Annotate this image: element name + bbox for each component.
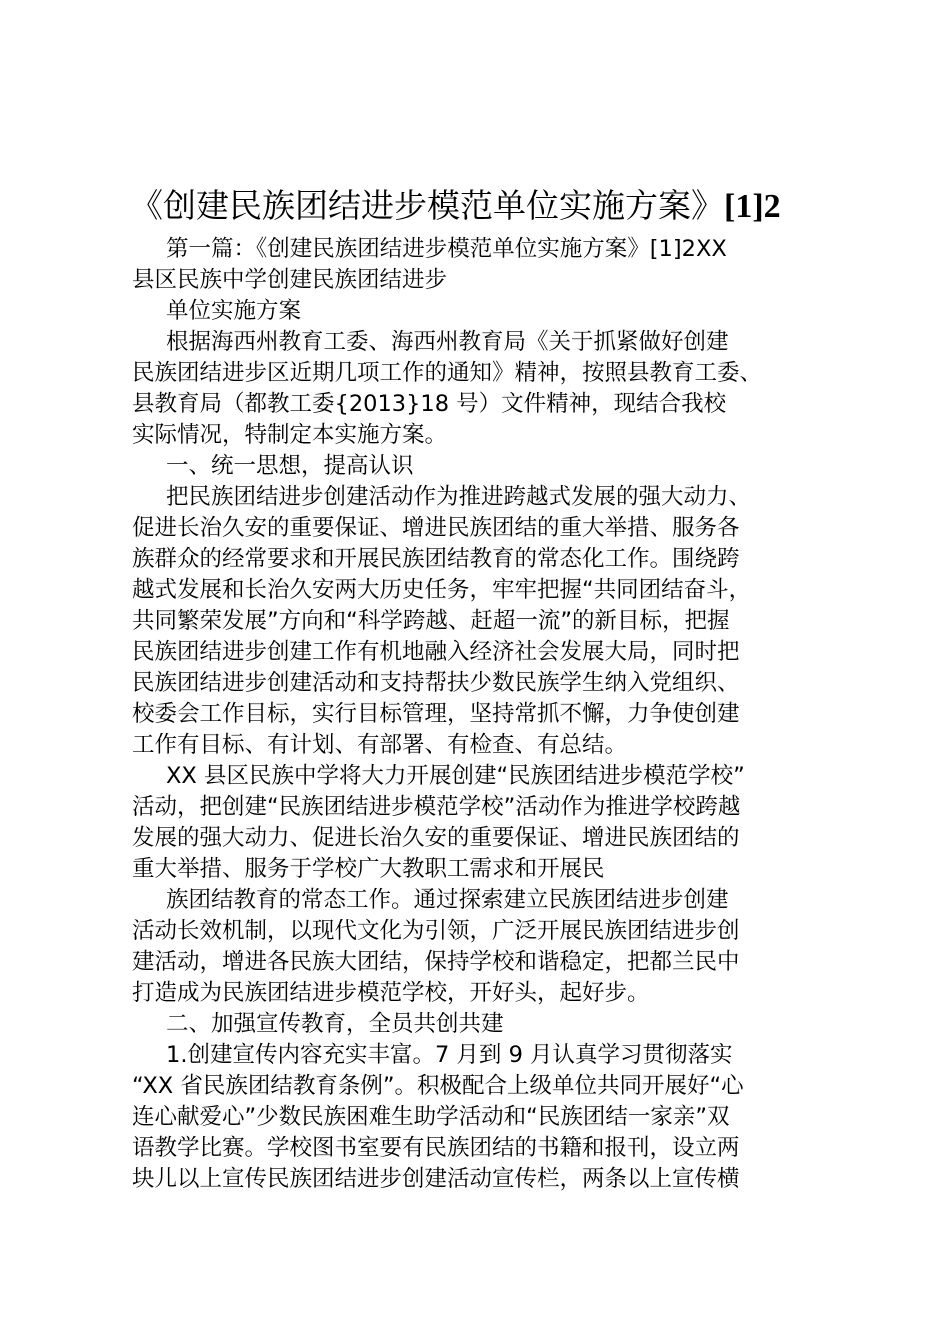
body-line: 民族团结进步区近期几项工作的通知》精神，按照县教育工委、 <box>132 360 763 386</box>
body-line: 族团结教育的常态工作。通过探索建立民族团结进步创建 <box>166 887 729 913</box>
body-line: 民族团结进步创建活动和支持帮扶少数民族学生纳入党组织、 <box>132 670 740 696</box>
body-line: 连心献爱心”少数民族困难生助学活动和“民族团结一家亲”双 <box>132 1104 730 1130</box>
body-line: 建活动，增进各民族大团结，保持学校和谐稳定，把都兰民中 <box>132 949 740 975</box>
body-line: 第一篇：《创建民族团结进步模范单位实施方案》[1]2XX <box>166 236 727 262</box>
body-line: 县教育局（都教工委{2013}18 号）文件精神，现结合我校 <box>132 391 727 417</box>
body-line: XX 县区民族中学将大力开展创建“民族团结进步模范学校” <box>166 763 745 789</box>
body-line: 1.创建宣传内容充实丰富。7 月到 9 月认真学习贯彻落实 <box>166 1042 733 1068</box>
body-line: 实际情况，特制定本实施方案。 <box>132 422 448 448</box>
body-line: 一、统一思想，提高认识 <box>166 453 414 479</box>
body-line: 把民族团结进步创建活动作为推进跨越式发展的强大动力、 <box>166 484 752 510</box>
body-line: 民族团结进步创建工作有机地融入经济社会发展大局，同时把 <box>132 639 740 665</box>
body-line: 促进长治久安的重要保证、增进民族团结的重大举措、服务各 <box>132 515 740 541</box>
body-line: “XX 省民族团结教育条例”。积极配合上级单位共同开展好“心 <box>132 1073 744 1099</box>
body-line: 越式发展和长治久安两大历史任务，牢牢把握“共同团结奋斗， <box>132 577 752 603</box>
body-line: 共同繁荣发展”方向和“科学跨越、赶超一流”的新目标，把握 <box>132 608 730 634</box>
title-suffix: [1]2 <box>724 188 781 225</box>
body-line: 校委会工作目标，实行目标管理，坚持常抓不懈，力争使创建 <box>132 701 740 727</box>
body-line: 打造成为民族团结进步模范学校，开好头，起好步。 <box>132 980 650 1006</box>
body-line: 块儿以上宣传民族团结进步创建活动宣传栏，两条以上宣传横 <box>132 1166 740 1192</box>
body-line: 族群众的经常要求和开展民族团结教育的常态化工作。围绕跨 <box>132 546 740 572</box>
body-line: 语教学比赛。学校图书室要有民族团结的书籍和报刊，设立两 <box>132 1135 740 1161</box>
body-line: 活动，把创建“民族团结进步模范学校”活动作为推进学校跨越 <box>132 794 741 820</box>
body-line: 根据海西州教育工委、海西州教育局《关于抓紧做好创建 <box>166 329 729 355</box>
body-line: 工作有目标、有计划、有部署、有检查、有总结。 <box>132 732 628 758</box>
body-line: 二、加强宣传教育，全员共创共建 <box>166 1011 504 1037</box>
body-line: 重大举措、服务于学校广大教职工需求和开展民 <box>132 856 605 882</box>
document-body <box>132 234 832 1195</box>
body-line: 活动长效机制，以现代文化为引领，广泛开展民族团结进步创 <box>132 918 740 944</box>
title-text: 《创建民族团结进步模范单位实施方案》 <box>130 186 724 225</box>
body-line: 发展的强大动力、促进长治久安的重要保证、增进民族团结的 <box>132 825 740 851</box>
body-line: 县区民族中学创建民族团结进步 <box>132 267 448 293</box>
document-title <box>130 183 850 230</box>
body-line: 单位实施方案 <box>166 298 302 324</box>
